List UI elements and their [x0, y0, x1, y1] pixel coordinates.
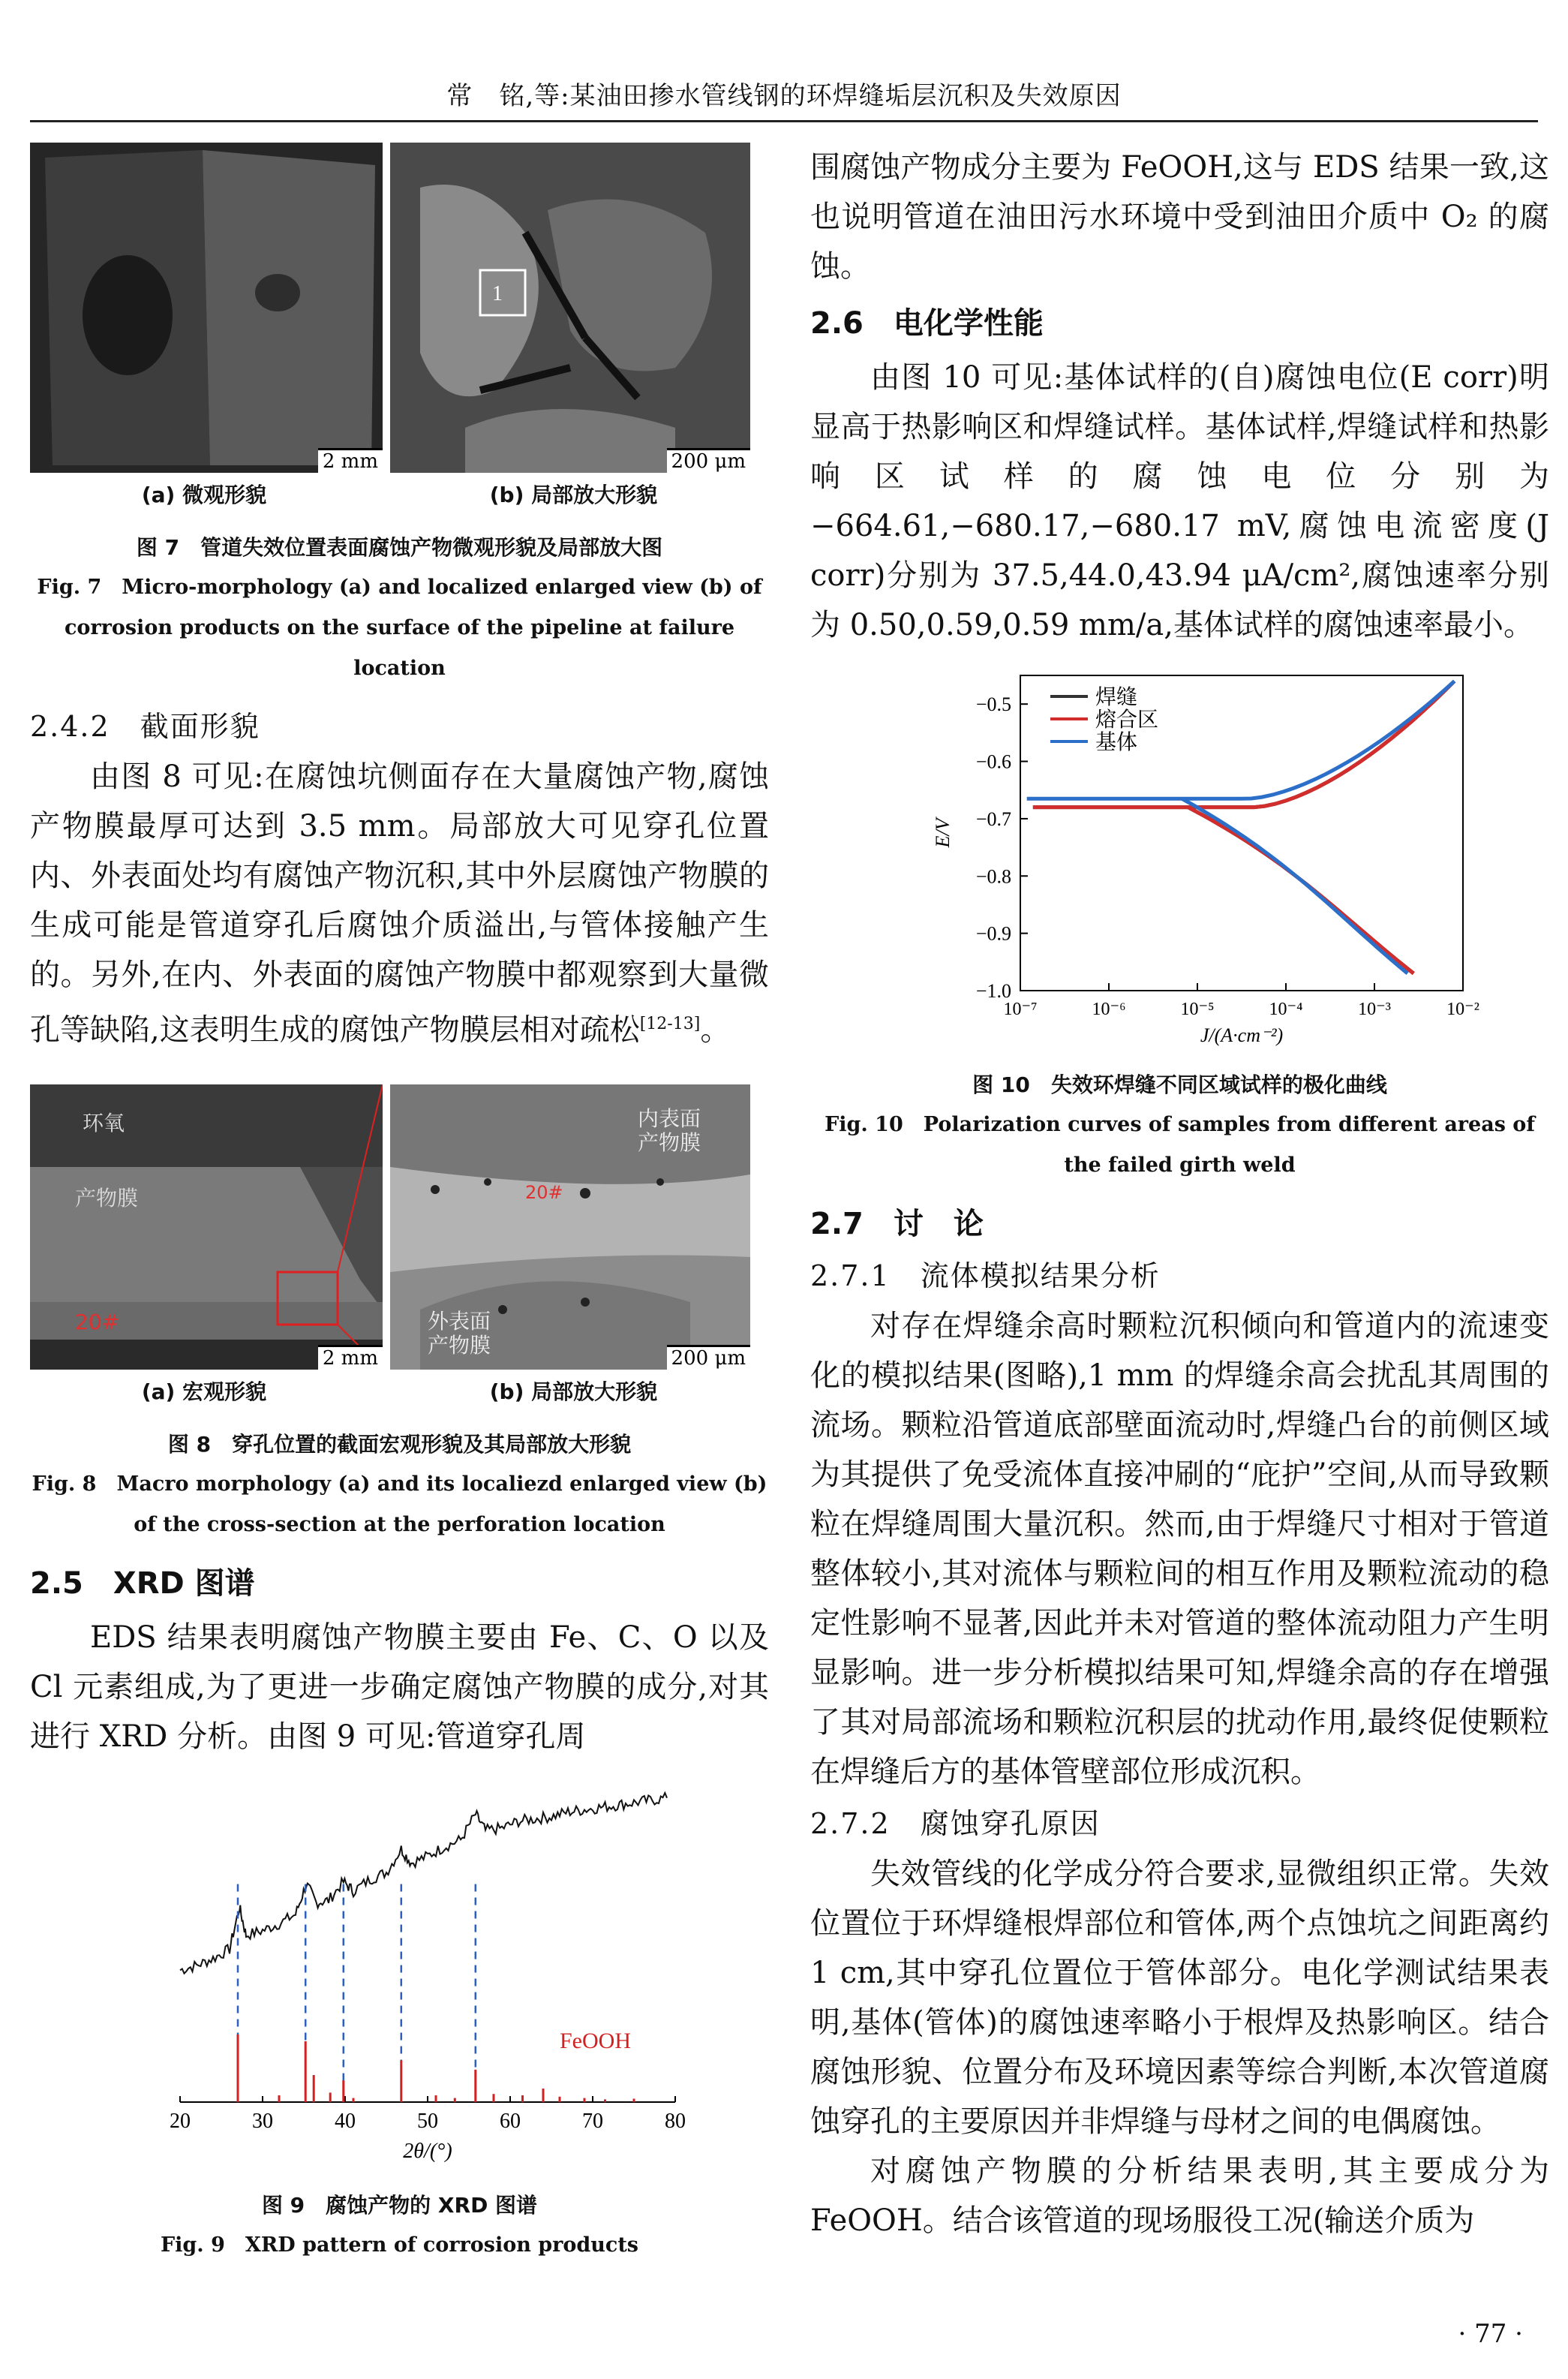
citation-12-13: [12-13]: [639, 1015, 701, 1033]
fig8-label-resin: 环氧: [83, 1111, 125, 1136]
xrd-pattern-line: [180, 1793, 667, 1974]
fig8-caption-zh: 图 8 穿孔位置的截面宏观形貌及其局部放大形貌: [167, 1432, 632, 1457]
pol-x-tick-label: 10⁻²: [1446, 1000, 1479, 1019]
figure-9: [30, 1772, 769, 2266]
pol-legend-label: 基体: [1095, 731, 1138, 754]
fig7-caption-zh: 图 7 管道失效位置表面腐蚀产物微观形貌及局部放大图: [136, 535, 663, 560]
fig9-caption-en: Fig. 9 XRD pattern of corrosion products: [160, 2233, 638, 2257]
fig7-label-a: (a) 微观形貌: [141, 483, 267, 507]
fig8-a-scale: 2 mm: [318, 1345, 383, 1370]
left-column: [30, 143, 769, 2281]
figure-7: [30, 143, 769, 689]
fig7-b-scale: 200 μm: [667, 448, 750, 473]
pol-y-tick-label: −0.8: [975, 865, 1011, 888]
xrd-x-tick-label: 60: [500, 2110, 521, 2134]
page-number: · 77 ·: [1458, 2319, 1523, 2349]
fig10-caption-zh: 图 10 失效环焊缝不同区域试样的极化曲线: [972, 1072, 1387, 1097]
section-2-5-heading: 2.5 XRD 图谱: [30, 1566, 255, 1602]
pol-cathodic-curve-2: [1182, 799, 1407, 973]
pol-y-tick-label: −0.7: [975, 808, 1011, 830]
figure-8: [30, 1084, 769, 1545]
pol-y-tick-label: −1.0: [975, 980, 1011, 1002]
pol-legend-label: 熔合区: [1095, 708, 1159, 732]
fig7-a-scale: 2 mm: [318, 448, 383, 473]
fig7-caption-en: Fig. 7 Micro-morphology (a) and localized enlarged view (b) of corrosion products on the surface of the pipeline at failure location: [37, 576, 762, 680]
fig7-a-image: [30, 143, 383, 473]
fig10-caption-en: Fig. 10 Polarization curves of samples from different areas of the failed girth weld: [825, 1113, 1535, 1177]
fig7-panel-a: [30, 143, 383, 473]
xrd-reference-label: FeOOH: [560, 2029, 631, 2054]
right-column: [810, 143, 1549, 2245]
xrd-x-tick-label: 80: [665, 2110, 686, 2134]
fig9-caption-zh: 图 9 腐蚀产物的 XRD 图谱: [261, 2193, 538, 2218]
fig8-label-outer: 外表面 产物膜: [428, 1309, 491, 1358]
s242-end: 。: [700, 1012, 731, 1048]
section-2-4-2-heading: 2.4.2 截面形貌: [30, 710, 260, 743]
pol-y-tick-label: −0.6: [975, 750, 1011, 773]
section-2-6-heading: 2.6 电化学性能: [810, 306, 1044, 341]
xrd-x-tick-label: 40: [335, 2110, 356, 2134]
fig8-label-inner: 内表面 产物膜: [638, 1106, 701, 1156]
xrd-x-tick-label: 50: [417, 2110, 438, 2134]
fig8-label-b: (b) 局部放大形貌: [489, 1379, 658, 1405]
pol-y-tick-label: −0.9: [975, 922, 1011, 945]
fig7-b-image: [390, 143, 750, 473]
xrd-x-tick-label: 20: [170, 2110, 191, 2134]
running-header: 常 铭,等:某油田掺水管线钢的环焊缝垢层沉积及失效原因: [446, 81, 1122, 111]
pol-x-tick-label: 10⁻⁷: [1003, 1000, 1038, 1019]
pol-x-axis-label: J/(A·cm⁻²): [1200, 1024, 1284, 1046]
section-2-7-2-heading: 2.7.2 腐蚀穿孔原因: [810, 1807, 1101, 1840]
section-2-6-paragraph: 由图 10 可见:基体试样的(自)腐蚀电位(E corr)明显高于热影响区和焊缝试样。基体试样,焊缝试样和热影响区试样的腐蚀电位分别为 −664.61,−680.17,−680.17 mV,腐蚀电流密度(J corr)分别为 37.5,44.0,43.94 μA/cm²,腐蚀速率分别为 0.50,0.59,0.59 mm/a,基体试样的腐蚀速率最小。: [810, 360, 1549, 642]
polarization-chart: [810, 660, 1549, 1051]
pol-x-tick-label: 10⁻⁵: [1180, 1000, 1215, 1019]
pol-x-tick-label: 10⁻⁶: [1092, 1000, 1126, 1019]
fig8-label-20a: 20#: [75, 1310, 120, 1335]
pol-x-tick-label: 10⁻³: [1358, 1000, 1391, 1019]
fig8-panel-b: [390, 1084, 750, 1370]
section-2-7-heading: 2.7 讨 论: [810, 1207, 984, 1241]
pol-y-tick-label: −0.5: [975, 693, 1011, 716]
pol-y-axis-label: E/V: [932, 818, 954, 848]
xrd-x-tick-label: 30: [252, 2110, 273, 2134]
xrd-x-axis-label: 2θ/(°): [403, 2140, 452, 2164]
fig8-label-film: 产物膜: [75, 1186, 139, 1211]
xrd-x-tick-label: 70: [582, 2110, 603, 2134]
section-2-7-2-paragraph-1: 失效管线的化学成分符合要求,显微组织正常。失效位置位于环焊缝根焊部位和管体,两个点蚀坑之间距离约 1 cm,其中穿孔位置位于管体部分。电化学测试结果表明,基体(管体)的腐蚀速率略小于根焊及热影响区。结合腐蚀形貌、位置分布及环境因素等综合判断,本次管道腐蚀穿孔的主要原因并非焊缝与母材之间的电偶腐蚀。: [810, 1857, 1549, 2139]
fig8-label-a: (a) 宏观形貌: [141, 1379, 267, 1405]
xrd-chart: [30, 1772, 769, 2177]
fig7-marker: 1: [492, 282, 503, 305]
header-rule: [30, 120, 1538, 122]
section-2-7-1-paragraph: 对存在焊缝余高时颗粒沉积倾向和管道内的流速变化的模拟结果(图略),1 mm 的焊缝余高会扰乱其周围的流场。颗粒沿管道底部壁面流动时,焊缝凸台的前侧区域为其提供了免受流体直接冲刷的“庇护”空间,从而导致颗粒在焊缝周围大量沉积。然而,由于焊缝尺寸相对于管道整体较小,其对流体与颗粒间的相互作用及颗粒流动的稳定性影响不显著,因此并未对管道的整体流动阻力产生明显影响。进一步分析模拟结果可知,焊缝余高的存在增强了其对局部流场和颗粒沉积层的扰动作用,最终促使颗粒在焊缝后方的基体管壁部位形成沉积。: [810, 1309, 1549, 1789]
fig7-label-b: (b) 局部放大形貌: [489, 483, 658, 507]
fig8-panel-a: [30, 1084, 383, 1370]
figure-10: [810, 660, 1549, 1186]
fig8-b-scale: 200 μm: [667, 1345, 750, 1370]
pol-legend-label: 焊缝: [1095, 686, 1138, 709]
section-2-7-2-paragraph-2: 对腐蚀产物膜的分析结果表明,其主要成分为 FeOOH。结合该管道的现场服役工况(输送介质为: [810, 2154, 1549, 2238]
s242-text: 由图 8 可见:在腐蚀坑侧面存在大量腐蚀产物,腐蚀产物膜最厚可达到 3.5 mm。局部放大可见穿孔位置内、外表面处均有腐蚀产物沉积,其中外层腐蚀产物膜的生成可能是管道穿孔后腐蚀介质溢出,与管体接触产生的。另外,在内、外表面的腐蚀产物膜中都观察到大量微孔等缺陷,这表明生成的腐蚀产物膜层相对疏松: [30, 759, 769, 1048]
fig8-label-20b: 20#: [525, 1182, 563, 1204]
pol-x-tick-label: 10⁻⁴: [1269, 1000, 1303, 1019]
section-2-5-paragraph: EDS 结果表明腐蚀产物膜主要由 Fe、C、O 以及 Cl 元素组成,为了更进一步确定腐蚀产物膜的成分,对其进行 XRD 分析。由图 9 可见:管道穿孔周: [30, 1620, 769, 1755]
continuation-paragraph: 围腐蚀产物成分主要为 FeOOH,这与 EDS 结果一致,这也说明管道在油田污水环境中受到油田介质中 O₂ 的腐蚀。: [810, 150, 1549, 284]
fig8-caption-en: Fig. 8 Macro morphology (a) and its localiezd enlarged view (b) of the cross-section at the perforation location: [32, 1472, 767, 1537]
fig7-panel-b: [390, 143, 750, 473]
section-2-4-2-paragraph: [30, 752, 769, 1054]
section-2-7-1-heading: 2.7.1 流体模拟结果分析: [810, 1259, 1161, 1292]
